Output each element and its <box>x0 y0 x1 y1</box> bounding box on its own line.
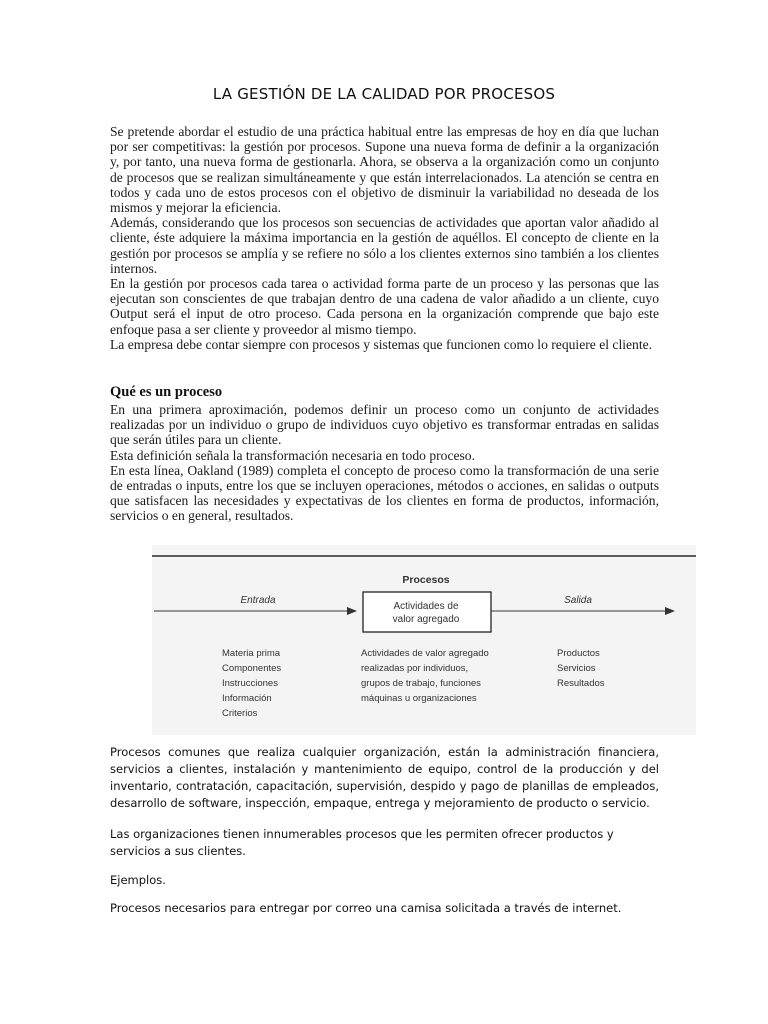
activity-line: realizadas por individuos, <box>361 663 469 674</box>
intro-paragraph-4: La empresa debe contar siempre con procesos y sistemas que funcionen como lo requiere el cliente. <box>110 336 653 352</box>
footer-paragraph-1 <box>110 744 659 812</box>
intro-text <box>110 124 659 352</box>
footer-paragraph-2 <box>110 826 659 860</box>
input-item: Componentes <box>222 663 282 674</box>
examples-label: Ejemplos. <box>110 873 166 887</box>
intro-paragraph-1: Se pretende abordar el estudio de una práctica habitual entre las empresas de hoy en día que luchan por ser competitivas: la gestión por procesos. Supone una nueva forma de definir a la organización y, por tanto, una nueva forma de gestionarla. Ahora, se observa a la organización como un conjunto de procesos que se realizan simultáneamente y que están interrelacionados. La atención se centra en todos y cada uno de estos procesos con el objetivo de disminuir la variabilidad no deseada de los mismos y mejorar la eficiencia. <box>110 124 659 216</box>
shirt-example-text: Procesos necesarios para entregar por correo una camisa solicitada a través de internet. <box>110 901 622 915</box>
section-heading: Qué es un proceso <box>110 384 223 400</box>
page-title: LA GESTIÓN DE LA CALIDAD POR PROCESOS <box>212 85 556 103</box>
activity-line: grupos de trabajo, funciones <box>361 678 481 689</box>
activities-box-line1: Actividades de <box>393 601 459 612</box>
process-diagram <box>152 545 696 735</box>
activities-box <box>363 592 491 632</box>
footer-paragraph-3 <box>110 872 659 889</box>
section-paragraph-2: Esta definición señala la transformación necesaria en todo proceso. <box>110 447 475 463</box>
input-item: Información <box>222 693 272 704</box>
intro-paragraph-3: En la gestión por procesos cada tarea o actividad forma parte de un proceso y las personas que las ejecutan son conscientes de que trabajan dentro de una cadena de valor añadido a un cliente, cuyo Output será el input de otro proceso. Cada persona en la organización comprende que bajo este enfoque pasa a ser cliente y proveedor al mismo tiempo. <box>110 276 659 337</box>
footer-paragraph-4 <box>110 900 659 917</box>
process-diagram-svg <box>152 545 696 735</box>
input-item: Materia prima <box>222 648 281 659</box>
output-item: Productos <box>557 648 600 659</box>
section-paragraph-3: En esta línea, Oakland (1989) completa el concepto de proceso como la transformación de una serie de entradas o inputs, entre los que se incluyen operaciones, métodos o acciones, en salidas o outputs que satisfacen las necesidades y expectativas de los clientes en forma de productos, información, servicios o en general, resultados. <box>110 462 659 524</box>
process-definition-text <box>110 402 659 524</box>
input-item: Criterios <box>222 708 258 719</box>
activity-line: máquinas u organizaciones <box>361 693 477 704</box>
activity-line: Actividades de valor agregado <box>361 648 489 659</box>
output-item: Resultados <box>557 678 605 689</box>
common-processes-text: Procesos comunes que realiza cualquier organización, están la administración financiera, servicios a clientes, instalación y mantenimiento de equipo, control de la producción y del inventario, contratación, capacitación, supervisión, despido y pago de planillas de empleados, desarrollo de software, inspección, empaque, entrega y mejoramiento de producto o servicio. <box>110 745 659 810</box>
input-item: Instrucciones <box>222 678 278 689</box>
intro-paragraph-2: Además, considerando que los procesos son secuencias de actividades que aportan valor añadido al cliente, éste adquiere la máxima importancia en la gestión de aquéllos. El concepto de cliente en la gestión por procesos se amplía y se refiere no sólo a los clientes externos sino también a los clientes internos. <box>110 215 659 276</box>
organizations-text: Las organizaciones tienen innumerables procesos que les permiten ofrecer productos y servicios a sus clientes. <box>110 827 614 858</box>
activities-box-line2: valor agregado <box>392 614 460 625</box>
output-item: Servicios <box>557 663 596 674</box>
salida-label: Salida <box>564 595 592 606</box>
diagram-header: Procesos <box>402 574 450 586</box>
entrada-label: Entrada <box>240 595 276 606</box>
section-paragraph-1: En una primera aproximación, podemos definir un proceso como un conjunto de actividades realizadas por un individuo o grupo de individuos cuyo objetivo es transformar entradas en salidas que serán útiles para un cliente. <box>110 402 659 448</box>
